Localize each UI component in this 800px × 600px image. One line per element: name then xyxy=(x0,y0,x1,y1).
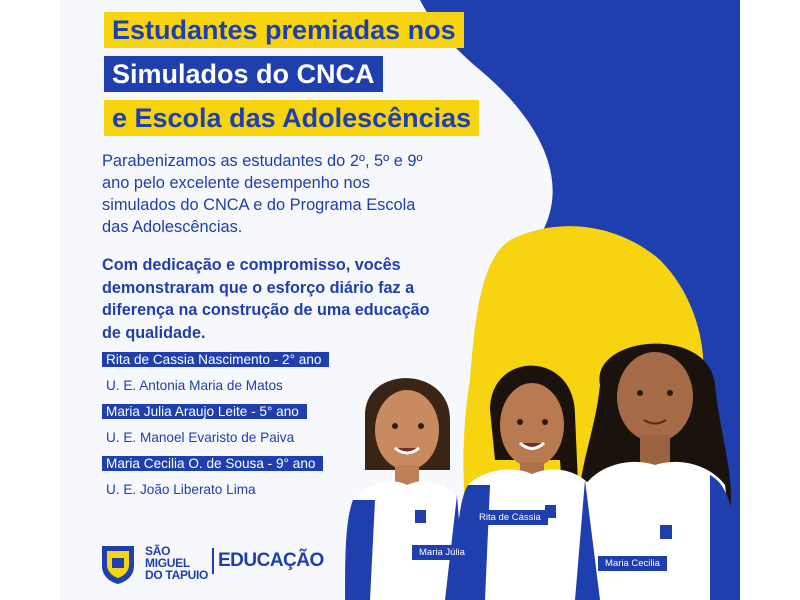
message-text: Com dedicação e compromisso, vocês demonstraram que o esforço diário faz a diferença na construção de uma educação de qualidade. xyxy=(102,256,430,342)
award-name-3 xyxy=(102,454,323,474)
photo-tag-right: Maria Cecilia xyxy=(598,556,667,571)
award-name-1 xyxy=(102,350,329,370)
award-school-2: U. E. Manoel Evaristo de Paiva xyxy=(106,430,295,445)
award-school-1: U. E. Antonia Maria de Matos xyxy=(106,378,283,393)
title-line-3: e Escola das Adolescências xyxy=(104,100,479,136)
city-crest-icon xyxy=(98,540,138,586)
photo-tag-middle: Rita de Cássia xyxy=(472,510,548,525)
poster-canvas xyxy=(60,0,740,600)
student-photo-middle xyxy=(450,350,600,600)
city-logo xyxy=(145,545,215,581)
award-school-3: U. E. João Liberato Lima xyxy=(106,482,256,497)
city-logo-line1: SÃO MIGUEL xyxy=(145,544,190,570)
photo-tag-left: Maria Júlia xyxy=(412,545,472,560)
title-line-2: Simulados do CNCA xyxy=(104,56,383,92)
education-logo: EDUCAÇÃO xyxy=(218,550,324,571)
award-name-label: Maria Cecilia O. de Sousa - 9° ano xyxy=(102,456,323,471)
title-line-1: Estudantes premiadas nos xyxy=(104,12,464,48)
award-name-label: Rita de Cassia Nascimento - 2° ano xyxy=(102,352,329,367)
decor-circle xyxy=(490,260,570,340)
logo-divider xyxy=(212,548,214,574)
student-photo-left xyxy=(345,360,465,600)
intro-text: Parabenizamos as estudantes do 2º, 5º e 9º ano pelo excelente desempenho nos simulados do CNCA e do Programa Escola das Adolescências. xyxy=(102,152,423,236)
city-logo-line2: DO TAPUIO xyxy=(145,568,209,582)
award-name-label: Maria Julia Araujo Leite - 5° ano xyxy=(102,404,307,419)
award-name-2 xyxy=(102,402,307,422)
